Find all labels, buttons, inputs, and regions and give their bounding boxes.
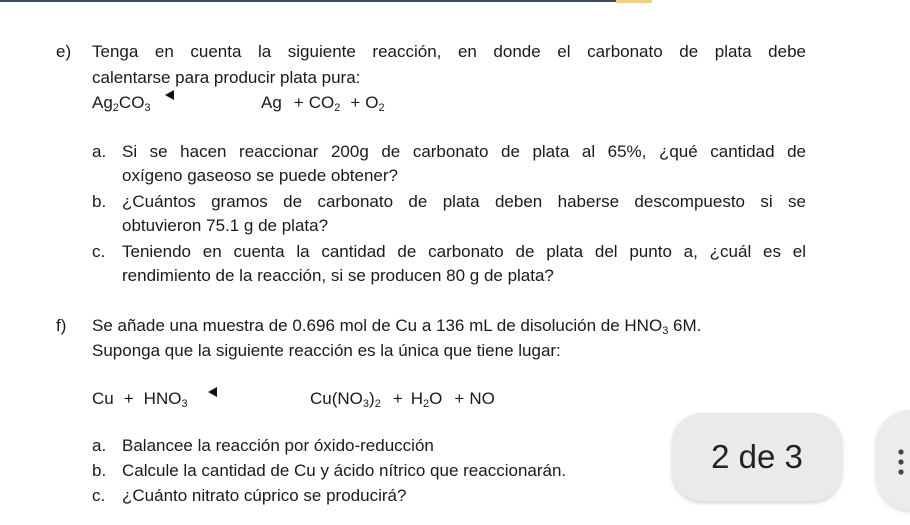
section-f-line-2: Suponga que la siguiente reacción es la única que tiene lugar: [92,341,561,360]
item-e-b-line-2: obtuvieron 75.1 g de plata? [122,216,329,235]
item-f-c-text: ¿Cuánto nitrato cúprico se producirá? [122,486,407,505]
section-f-line-1: Se añade una muestra de 0.696 mol de Cu a 136 mL de disolución de $HNO_3$ 6M. [92,316,702,337]
reaction-arrow-icon [208,387,217,397]
item-e-a-line-1: Si se hacen reaccionar 200g de carbonato de plata al 65%, ¿qué cantidad de [122,142,806,161]
equation-f-products: $Cu(NO_3)_2 + H_2O$ + NO [310,389,495,410]
section-e-marker: e) [56,42,72,61]
item-f-c-marker: c. [92,486,106,505]
equation-e-reactant: $Ag_2CO_3$ [92,93,151,114]
item-f-b-marker: b. [92,461,107,480]
equation-e-products: $Ag + CO_2 + O_2$ [261,93,385,114]
reaction-arrow-icon [165,90,174,100]
section-f-marker: f) [56,316,67,335]
item-e-c-line-1: Teniendo en cuenta la cantidad de carbonato de plata del punto a, ¿cuál es el [122,242,806,261]
item-e-c-line-2: rendimiento de la reacción, si se producen 80 g de plata? [122,266,554,285]
item-e-b-line-1: ¿Cuántos gramos de carbonato de plata deben haberse descompuesto si se [122,192,806,211]
item-e-a-marker: a. [92,142,107,161]
page-indicator: 2 de 3 [672,413,842,501]
more-vert-icon [894,447,908,477]
item-f-b-text: Calcule la cantidad de Cu y ácido nítrico que reaccionarán. [122,461,567,480]
item-e-b-marker: b. [92,192,107,211]
item-f-a-marker: a. [92,436,107,455]
item-e-c-marker: c. [92,242,106,261]
item-e-a-line-2: oxígeno gaseoso se puede obtener? [122,166,399,185]
section-e-line-2: calentarse para producir plata pura: [92,68,361,87]
item-f-a-text: Balancee la reacción por óxido-reducción [122,436,434,455]
section-e-line-1: Tenga en cuenta la siguiente reacción, en donde el carbonato de plata debe [92,42,806,61]
equation-f-reactants: $Cu + HNO_3$ [92,389,188,410]
